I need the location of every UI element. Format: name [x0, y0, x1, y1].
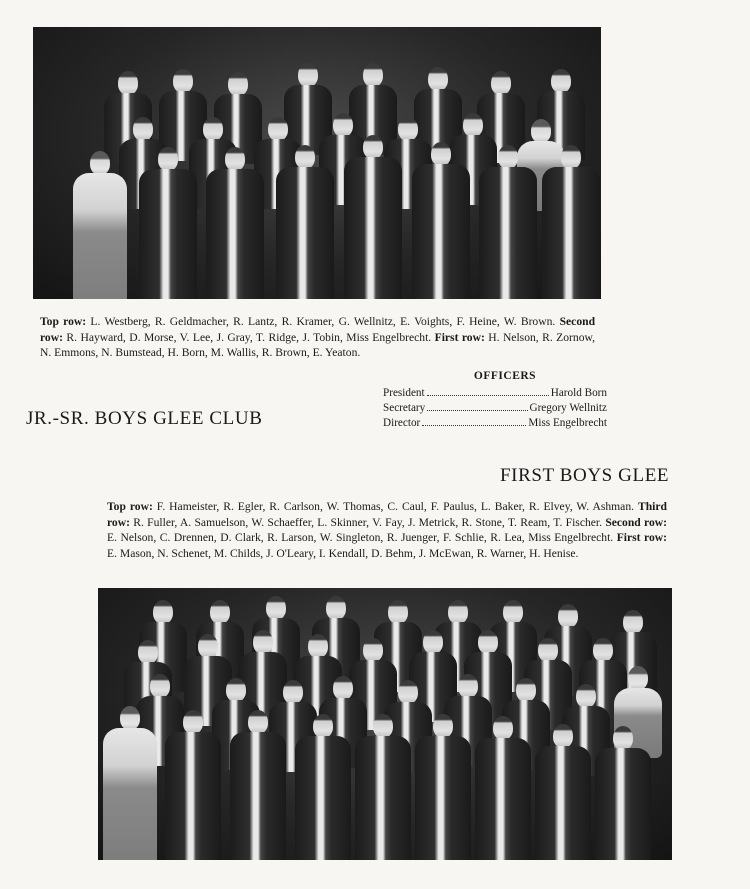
caption-row-label: First row:: [616, 531, 668, 544]
caption-row-names: R. Hayward, D. Morse, V. Lee, J. Gray, T. Ridge, J. Tobin, Miss Engelbrecht.: [62, 330, 435, 344]
caption-row-names: L. Westberg, R. Geldmacher, R. Lantz, R. Kramer, G. Wellnitz, E. Voights, F. Heine, W. Brown.: [86, 315, 560, 328]
officers-list: [383, 370, 607, 431]
caption-row-names: E. Nelson, C. Drennen, D. Clark, R. Larson, W. Singleton, R. Juenger, F. Schlie, R. Lea, Miss Engelbrecht.: [107, 531, 617, 544]
officer-role: Secretary: [383, 402, 426, 414]
dot-leader: [422, 416, 526, 426]
caption-row-label: Second row:: [605, 515, 667, 529]
caption-row-names: R. Fuller, A. Samuelson, W. Schaeffer, L. Skinner, V. Fay, J. Metrick, R. Stone, T. Ream, T. Fischer.: [129, 515, 606, 529]
section-title: FIRST BOYS GLEE: [500, 465, 670, 486]
dot-leader: [427, 401, 527, 411]
officer-row: [383, 401, 607, 416]
glee-club-group-photo: [98, 588, 672, 860]
officer-role: Director: [383, 417, 421, 429]
officer-role: President: [383, 387, 425, 399]
caption-row-names: H. Nelson, R. Zornow, N. Emmons, N. Bumstead, H. Born, M. Wallis, R. Brown, E. Yeaton.: [40, 330, 596, 359]
section-title: JR.-SR. BOYS GLEE CLUB: [26, 408, 263, 429]
officer-name: Miss Engelbrecht: [528, 417, 607, 429]
caption-row-label: Top row:: [107, 500, 153, 513]
officer-row: [383, 416, 607, 431]
dot-leader: [427, 386, 549, 396]
caption-row-names: E. Mason, N. Schenet, M. Childs, J. O'Leary, I. Kendall, D. Behm, J. McEwan, R. Warner, H. Henise.: [107, 546, 579, 560]
officer-name: Gregory Wellnitz: [529, 402, 607, 414]
caption-row-label: Top row:: [40, 315, 87, 328]
officers-heading: OFFICERS: [473, 370, 537, 382]
photo-caption: [107, 499, 667, 561]
officer-row: [383, 386, 607, 401]
photo-caption: [40, 314, 595, 361]
glee-club-group-photo: [33, 27, 601, 299]
caption-row-label: Second row:: [40, 315, 596, 344]
caption-row-label: First row:: [434, 330, 485, 344]
officer-name: Harold Born: [550, 387, 607, 399]
caption-row-names: F. Hameister, R. Egler, R. Carlson, W. Thomas, C. Caul, F. Paulus, L. Baker, R. Elvey, W. Ashman.: [152, 500, 638, 513]
caption-row-label: Third row:: [107, 500, 667, 529]
